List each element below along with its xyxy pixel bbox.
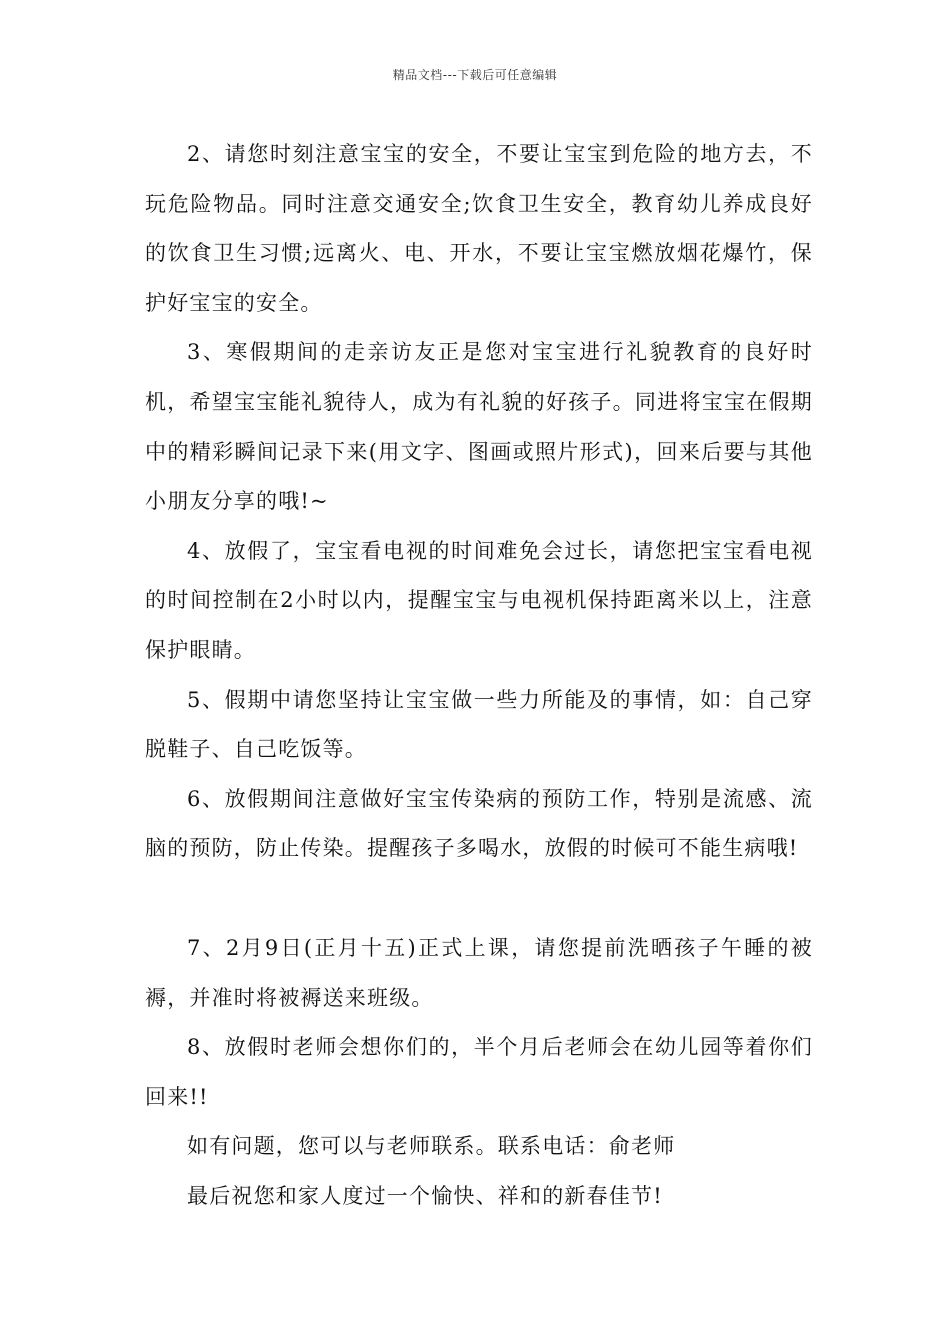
paragraph-school-start: 7、2月9日(正月十五)正式上课，请您提前洗晒孩子午睡的被褥，并准时将被褥送来班级。 [145,935,813,1010]
paragraph-tv-time: 4、放假了，宝宝看电视的时间难免会过长，请您把宝宝看电视的时间控制在2小时以内，提醒宝宝与电视机保持距离米以上，注意保护眼睛。 [145,538,813,662]
paragraph-contact: 如有问题，您可以与老师联系。联系电话：俞老师 [187,1134,676,1159]
page-header: 精品文档---下载后可任意编辑 [392,68,558,82]
paragraph-greeting: 最后祝您和家人度过一个愉快、祥和的新春佳节! [187,1183,663,1208]
paragraph-self-care: 5、假期中请您坚持让宝宝做一些力所能及的事情，如：自己穿脱鞋子、自己吃饭等。 [145,687,813,762]
paragraph-safety: 2、请您时刻注意宝宝的安全，不要让宝宝到危险的地方去，不玩危险物品。同时注意交通安全;饮食卫生安全，教育幼儿养成良好的饮食卫生习惯;远离火、电、开水，不要让宝宝燃放烟花爆竹，保护好宝宝的安全。 [145,142,813,315]
paragraph-etiquette: 3、寒假期间的走亲访友正是您对宝宝进行礼貌教育的良好时机，希望宝宝能礼貌待人，成为有礼貌的好孩子。同进将宝宝在假期中的精彩瞬间记录下来(用文字、图画或照片形式)，回来后要与其他小朋友分享的哦!~ [145,340,813,514]
document-body [145,130,813,1221]
paragraph-teacher-message: 8、放假时老师会想你们的，半个月后老师会在幼儿园等着你们回来!! [145,1035,813,1109]
paragraph-disease-prevention: 6、放假期间注意做好宝宝传染病的预防工作，特别是流感、流脑的预防，防止传染。提醒孩子多喝水，放假的时候可不能生病哦! [145,786,813,861]
